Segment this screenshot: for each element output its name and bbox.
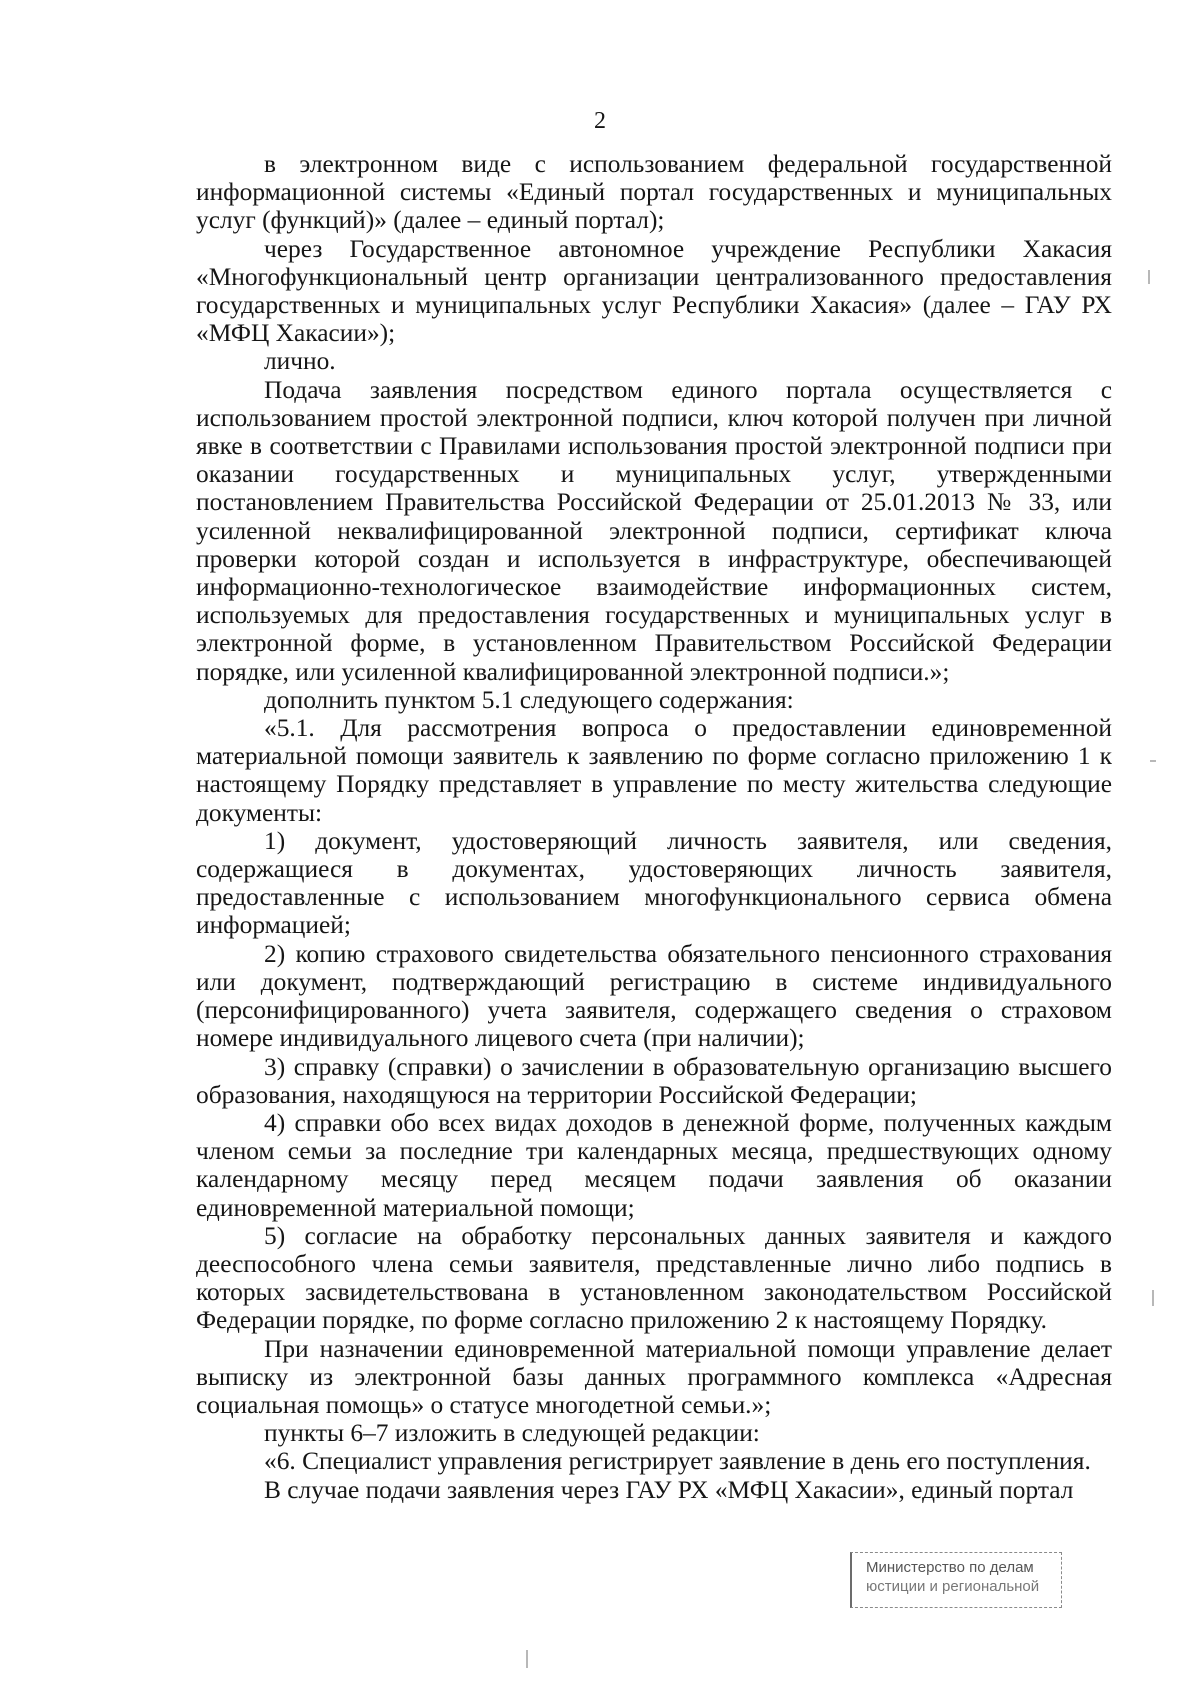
- list-item-5: 5) согласие на обработку персональных данных заявителя и каждого дееспособного члена семьи заявителя, представленные лично либо подпись в которых засвидетельствована в установленном законодательством Российской Федерации порядке, по форме согласно приложению 2 к настоящему Порядку.: [196, 1221, 1112, 1335]
- paragraph-6: «6. Специалист управления регистрирует заявление в день его поступления.: [264, 1447, 1091, 1476]
- document-body: [196, 150, 1112, 1504]
- ministry-stamp: [850, 1552, 1062, 1608]
- paragraph-portal-submission: Подача заявления посредством единого портала осуществляется с использованием простой электронной подписи, ключ которой получен при личной явке в соответствии с Правилами использования простой электронной подписи при оказании государственных и муниципальных услуг, утвержденными постановлением Правительства Российской Федерации от 25.01.2013 № 33, или усиленной неквалифицированной электронной подписи, сертификат ключа проверки которой создан и используется в инфраструктуре, обеспечивающей информационно-технологическое взаимодействие информационных систем, используемых для предоставления государственных и муниципальных услуг в электронной форме, в установленном Правительством Российской Федерации порядке, или усиленной квалифицированной электронной подписи.»;: [196, 375, 1112, 686]
- stamp-line-2: юстиции и региональной: [866, 1578, 1040, 1595]
- paragraph-add-5-1: дополнить пунктом 5.1 следующего содержания:: [264, 685, 794, 714]
- paragraph-electronic-form: в электронном виде с использованием федеральной государственной информационной системы «Единый портал государственных и муниципальных услуг (функций)» (далее – единый портал);: [196, 150, 1112, 235]
- paragraph-mfc: через Государственное автономное учреждение Республики Хакасия «Многофункциональный центр организации централизованного предоставления государственных и муниципальных услуг Республики Хакасия» (далее – ГАУ РХ «МФЦ Хакасии»);: [196, 234, 1112, 348]
- stamp-line-1: Министерство по делам: [866, 1559, 1034, 1576]
- list-item-4: 4) справки обо всех видах доходов в денежной форме, полученных каждым членом семьи за последние три календарных месяца, предшествующих одному календарному месяцу перед месяцем подачи заявления об оказании единовременной материальной помощи;: [196, 1108, 1112, 1222]
- paragraph-points-6-7: пункты 6–7 изложить в следующей редакции:: [264, 1419, 760, 1448]
- list-item-2: 2) копию страхового свидетельства обязательного пенсионного страхования или документ, подтверждающий регистрацию в системе индивидуального (персонифицированного) учета заявителя, содержащего сведения о страховом номере индивидуального лицевого счета (при наличии);: [196, 939, 1112, 1053]
- paragraph-personally: лично.: [264, 347, 336, 376]
- scan-mark: [1150, 760, 1156, 762]
- paragraph-extract: При назначении единовременной материальной помощи управление делает выписку из электронной базы данных программного комплекса «Адресная социальная помощь» о статусе многодетной семьи.»;: [196, 1334, 1112, 1419]
- scan-mark: [1152, 1290, 1154, 1306]
- paragraph-mfc-submission: В случае подачи заявления через ГАУ РХ «МФЦ Хакасии», единый портал: [264, 1475, 1074, 1504]
- scan-mark: [1148, 270, 1150, 284]
- scan-mark: [526, 1650, 528, 1668]
- paragraph-5-1: «5.1. Для рассмотрения вопроса о предоставлении единовременной материальной помощи заявитель к заявлению по форме согласно приложению 1 к настоящему Порядку представляет в управление по месту жительства следующие документы:: [196, 714, 1112, 827]
- list-item-3: 3) справку (справки) о зачислении в образовательную организацию высшего образования, находящуюся на территории Российской Федерации;: [196, 1052, 1112, 1109]
- page-number: 2: [594, 108, 606, 134]
- list-item-1: 1) документ, удостоверяющий личность заявителя, или сведения, содержащиеся в документах, удостоверяющих личность заявителя, предоставленные с использованием многофункционального сервиса обмена информацией;: [196, 826, 1112, 940]
